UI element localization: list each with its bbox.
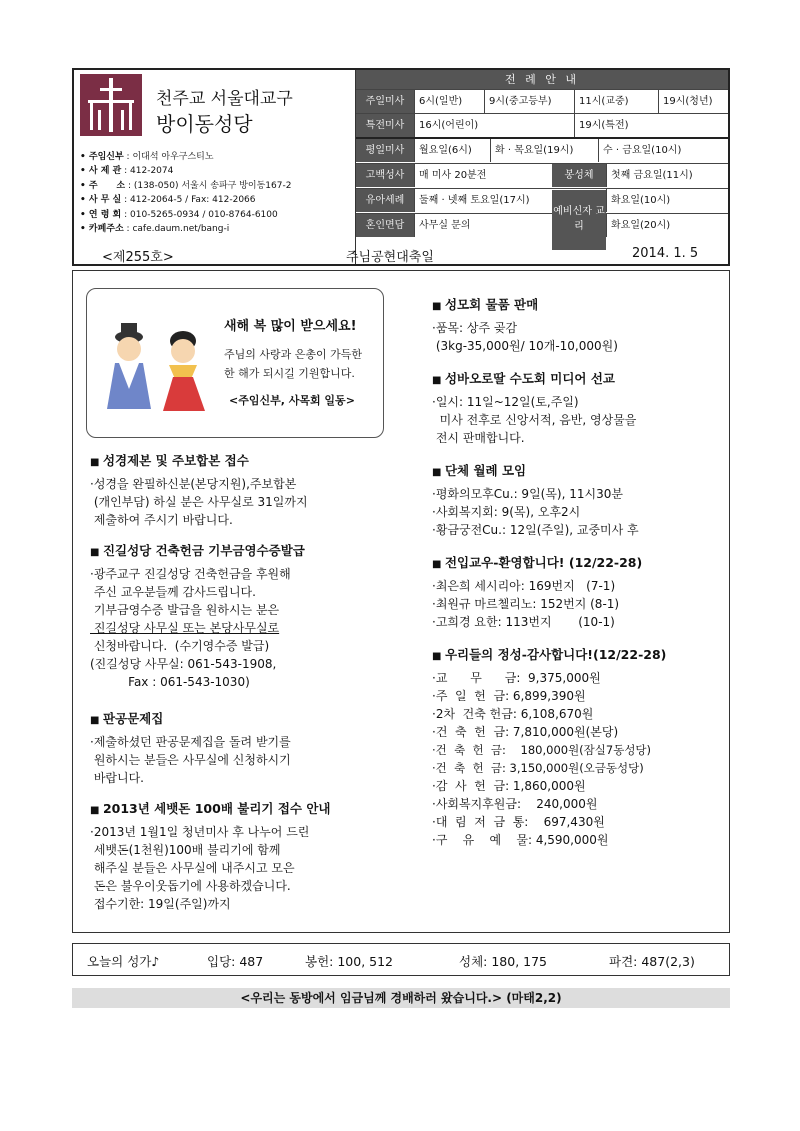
notice-line: ·사회복지회: 9(목), 오후2시 xyxy=(432,505,581,519)
notice-bible-binding xyxy=(90,452,308,529)
catechumen-slot: 화요일(20시) xyxy=(606,214,728,237)
notice-title: ■ 우리들의 정성-감사합니다!(12/22-28) xyxy=(432,646,666,666)
schedule-title: 전 례 안 내 xyxy=(356,70,728,89)
notice-title: ■ 판공문제집 xyxy=(90,710,291,730)
couple-hanbok-icon xyxy=(93,319,221,415)
notice-media-mission xyxy=(432,370,636,447)
hymn-communion: 성체: 180, 175 xyxy=(459,954,547,969)
offering-line: ·건 축 헌 금: 180,000원(잠실7동성당) xyxy=(432,743,652,757)
contact-funeral: • 연 령 회 : 010-5265-0934 / 010-8764-6100 xyxy=(80,209,278,220)
greeting-title: 새해 복 많이 받으세요! xyxy=(224,319,357,334)
contact-office: • 사 무 실 : 412-2064-5 / Fax: 412-2066 xyxy=(80,195,256,206)
notice-line: 돈은 불우이웃돕기에 사용하겠습니다. xyxy=(90,879,291,893)
notice-line: ·황금궁전Cu.: 12일(주일), 교중미사 후 xyxy=(432,523,639,537)
notice-line: 세뱃돈(1천원)100배 불리기에 함께 xyxy=(90,843,281,857)
greeting-signature: <주임신부, 사목회 일동> xyxy=(229,394,355,407)
notice-line: (진길성당 사무실: 061-543-1908, xyxy=(90,657,277,671)
notice-offerings xyxy=(432,646,666,849)
offering-line: ·2차 건축 헌금: 6,108,670원 xyxy=(432,707,594,721)
hymn-label: 오늘의 성가♪ xyxy=(87,954,160,969)
notice-jingil-receipt xyxy=(90,542,305,691)
notice-line: 진길성당 사무실 또는 본당사무실로 xyxy=(90,621,280,635)
notice-new-parishioners xyxy=(432,554,642,631)
notice-line: 접수기한: 19일(주일)까지 xyxy=(90,897,231,911)
bulletin-header xyxy=(72,68,730,266)
special-mass-label: 특전미사 xyxy=(356,114,414,137)
offering-line: ·건 축 헌 금: 3,150,000원(오금동성당) xyxy=(432,761,644,775)
offering-line: ·사회복지후원금: 240,000원 xyxy=(432,797,598,811)
notice-line: 주신 교우분들께 감사드립니다. xyxy=(90,585,256,599)
offering-line: ·감 사 헌 금: 1,860,000원 xyxy=(432,779,586,793)
notice-line: 제출하여 주시기 바랍니다. xyxy=(90,513,233,527)
notice-line: ·품목: 상주 곶감 xyxy=(432,321,518,335)
notice-title: ■ 성경제본 및 주보합본 접수 xyxy=(90,452,308,472)
catechumen-label: 예비신자 교 리 xyxy=(552,190,606,250)
sacred-heart-label: 봉성체 xyxy=(552,164,606,187)
notice-line: 전시 판매합니다. xyxy=(432,431,525,445)
notice-title: ■ 성모회 물품 판매 xyxy=(432,296,618,316)
parish-info xyxy=(74,70,356,264)
greeting-line: 한 해가 되시길 기원합니다. xyxy=(224,367,355,380)
notice-sale xyxy=(432,296,618,355)
notice-line: ·일시: 11일~12일(토,주일) xyxy=(432,395,579,409)
notice-line: ·평화의모후Cu.: 9일(목), 11시30분 xyxy=(432,487,623,501)
new-year-greeting xyxy=(86,288,384,438)
parish-name: 방이동성당 xyxy=(156,112,253,136)
offering-line: ·건 축 헌 금: 7,810,000원(본당) xyxy=(432,725,619,739)
baptism-value: 둘째 · 넷째 토요일(17시) xyxy=(414,189,552,212)
notice-line: (개인부담) 하실 분은 사무실로 31일까지 xyxy=(90,495,308,509)
diocese-name: 천주교 서울대교구 xyxy=(156,89,293,109)
marriage-value: 사무실 문의 xyxy=(414,214,552,237)
notice-confession-workbook xyxy=(90,710,291,787)
contact-address: • 주 소 : (138-050) 서울시 송파구 방이동167-2 xyxy=(80,180,292,191)
notice-line: 원하시는 분들은 사무실에 신청하시기 xyxy=(90,753,291,767)
issue-date: 2014. 1. 5 xyxy=(632,246,699,261)
notice-line: (3kg-35,000원/ 10개-10,000원) xyxy=(432,339,618,353)
notice-line: ·광주교구 진길성당 건축헌금을 후원해 xyxy=(90,567,291,581)
sunday-slot: 11시(교중) xyxy=(574,90,658,113)
greeting-message xyxy=(224,345,384,383)
feast-name: 주님공현대축일 xyxy=(346,250,434,265)
sacred-heart-value: 첫째 금요일(11시) xyxy=(606,164,728,187)
baptism-label: 유아세례 xyxy=(356,189,414,212)
notice-new-year-money xyxy=(90,800,330,913)
special-slot: 16시(어린이) xyxy=(414,114,574,137)
issue-number: <제255호> xyxy=(102,250,174,265)
weekday-mass-row xyxy=(356,137,728,161)
notice-line: ·최원규 마르첼리노: 152번지 (8-1) xyxy=(432,597,620,611)
notice-title: ■ 전입교우-환영합니다! (12/22-28) xyxy=(432,554,642,574)
scripture-motto: <우리는 동방에서 임금님께 경배하러 왔습니다.> (마태2,2) xyxy=(72,988,730,1008)
notice-line: ·최은희 세시리아: 169번지 (7-1) xyxy=(432,579,616,593)
weekday-slot: 월요일(6시) xyxy=(414,139,490,162)
contact-cafe: • 카페주소 : cafe.daum.net/bang-i xyxy=(80,224,230,235)
notice-line: 기부금영수증 발급을 원하시는 분은 xyxy=(90,603,280,617)
notice-line: 바랍니다. xyxy=(90,771,144,785)
hymn-entrance: 입당: 487 xyxy=(207,954,264,969)
marriage-label: 혼인면담 xyxy=(356,214,414,237)
weekday-slot: 화 · 목요일(19시) xyxy=(490,139,598,162)
notice-line: ·제출하셨던 판공문제집을 돌려 받기를 xyxy=(90,735,291,749)
confession-label: 고백성사 xyxy=(356,164,414,187)
baptism-row xyxy=(356,188,728,212)
offering-line: ·주 일 헌 금: 6,899,390원 xyxy=(432,689,586,703)
hymn-recessional: 파견: 487(2,3) xyxy=(609,954,695,969)
notice-title: ■ 진길성당 건축헌금 기부금영수증발급 xyxy=(90,542,305,562)
notice-title: ■ 성바오로딸 수도회 미디어 선교 xyxy=(432,370,636,390)
notice-line: ·2013년 1월1일 청년미사 후 나누어 드린 xyxy=(90,825,310,839)
notice-line: 해주실 분들은 사무실에 내주시고 모은 xyxy=(90,861,295,875)
hymn-bar xyxy=(72,943,730,976)
sunday-slot: 6시(일반) xyxy=(414,90,484,113)
issue-bar xyxy=(72,240,730,267)
liturgy-schedule xyxy=(356,70,728,264)
parish-logo-icon xyxy=(80,74,142,136)
notice-line: 미사 전후로 신앙서적, 음반, 영상물을 xyxy=(432,413,637,427)
sunday-mass-row xyxy=(356,89,728,113)
confession-row xyxy=(356,163,728,187)
catechumen-slot: 화요일(10시) xyxy=(606,189,728,212)
sunday-slot: 19시(청년) xyxy=(658,90,728,113)
special-slot: 19시(특전) xyxy=(574,114,728,137)
greeting-line: 주님의 사랑과 은총이 가득한 xyxy=(224,348,363,361)
weekday-slot: 수 · 금요일(10시) xyxy=(598,139,728,162)
contact-rectory: • 사 제 관 : 412-2074 xyxy=(80,166,174,177)
offering-line: ·대 림 저 금 통: 697,430원 xyxy=(432,815,605,829)
confession-value: 매 미사 20분전 xyxy=(414,164,552,187)
offering-line: ·교 무 금: 9,375,000원 xyxy=(432,671,601,685)
notice-line: 신청바랍니다. (수기영수증 발급) xyxy=(90,639,270,653)
notice-title: ■ 2013년 세뱃돈 100배 불리기 접수 안내 xyxy=(90,800,330,820)
weekday-mass-label: 평일미사 xyxy=(356,139,414,162)
sunday-mass-label: 주일미사 xyxy=(356,90,414,113)
notice-line: Fax : 061-543-1030) xyxy=(90,675,250,689)
notice-group-meetings xyxy=(432,462,639,539)
special-mass-row xyxy=(356,113,728,137)
notice-line: ·고희경 요한: 113번지 (10-1) xyxy=(432,615,615,629)
notice-title: ■ 단체 월례 모임 xyxy=(432,462,639,482)
notice-line: ·성경을 완필하신분(본당지원),주보합본 xyxy=(90,477,297,491)
contact-pastor: • 주임신부 : 이대석 아우구스티노 xyxy=(80,152,214,162)
hymn-offertory: 봉헌: 100, 512 xyxy=(305,954,393,969)
offering-line: ·구 유 예 물: 4,590,000원 xyxy=(432,833,609,847)
contact-list xyxy=(80,150,291,236)
sunday-slot: 9시(중고등부) xyxy=(484,90,574,113)
